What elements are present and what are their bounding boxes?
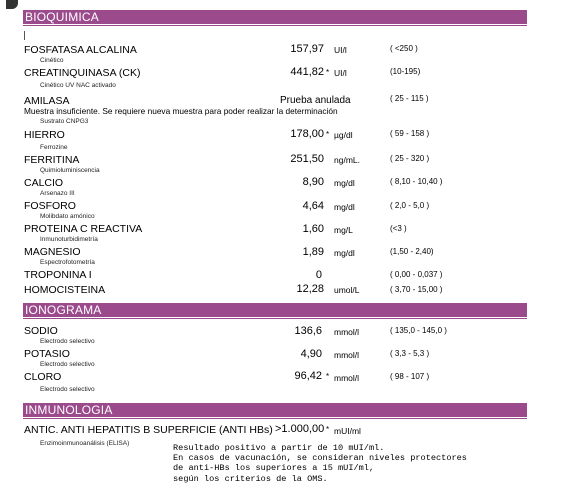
- test-value: 1,60: [302, 223, 324, 235]
- page-corner-mark: [6, 0, 18, 9]
- test-value: 4,64: [302, 200, 324, 212]
- test-value: 12,28: [296, 283, 324, 295]
- test-method: Electrodo selectivo: [40, 361, 95, 368]
- test-range: (<3 ): [390, 224, 407, 233]
- test-range: (10-195): [390, 67, 421, 76]
- text-cursor: [24, 31, 25, 40]
- test-range: ( 135,0 - 145,0 ): [390, 326, 447, 335]
- test-method: Inmunoturbidimetría: [40, 236, 98, 243]
- test-value: 441,82: [290, 66, 324, 78]
- test-value: 96,42: [294, 370, 322, 382]
- test-value: 178,00: [290, 128, 324, 140]
- test-name: ANTIC. ANTI HEPATITIS B SUPERFICIE (ANTI HBs): [24, 424, 273, 436]
- test-range: ( 3,3 - 5,3 ): [390, 349, 430, 358]
- section-header-inmunologia: INMUNOLOGIA: [23, 403, 527, 417]
- test-value: 1,89: [302, 246, 324, 258]
- test-method: Electrodo selectivo: [40, 386, 95, 393]
- test-name: CALCIO: [24, 177, 64, 189]
- test-name: FOSFORO: [24, 200, 76, 212]
- test-unit: µg/dl: [334, 130, 353, 140]
- test-unit: ng/mL.: [334, 155, 360, 165]
- test-name: FOSFATASA ALCALINA: [24, 44, 137, 56]
- test-name: CLORO: [24, 371, 62, 383]
- test-range: ( 25 - 115 ): [390, 94, 429, 103]
- test-name: TROPONINA I: [24, 269, 92, 281]
- test-range: ( 3,70 - 15,00 ): [390, 285, 443, 294]
- test-unit: mmol/l: [334, 327, 360, 337]
- test-range: ( 25 - 320 ): [390, 154, 430, 163]
- test-method: Enzimoinmunoanálisis (ELISA): [40, 440, 130, 447]
- test-unit: mg/dl: [334, 248, 355, 258]
- test-value: 251,50: [290, 153, 324, 165]
- test-range: ( 0,00 - 0,037 ): [390, 270, 443, 279]
- test-range: ( 59 - 158 ): [390, 129, 430, 138]
- test-unit: UI/l: [334, 68, 347, 78]
- test-value: 157,97: [290, 43, 324, 55]
- test-name: CREATINQUINASA (CK): [24, 67, 141, 79]
- test-unit: UI/l: [334, 45, 347, 55]
- test-note: Muestra insuficiente. Se requiere nueva muestra para poder realizar la determinación: [24, 106, 338, 116]
- result-comment: Resultado positivo a partir de 10 mUI/ml. En casos de vacunación, se consideran niveles protectores de anti-HBs los superiores a 15 mUI/ml, según los criterios de la OMS.: [173, 443, 467, 484]
- test-value: >1.000,00: [275, 423, 325, 435]
- section-divider: [23, 318, 527, 319]
- test-range: (1,50 - 2,40): [390, 247, 434, 256]
- section-header-bioquimica: BIOQUIMICA: [23, 10, 527, 24]
- test-method: Electrodo selectivo: [40, 338, 95, 345]
- test-unit: mmol/l: [334, 350, 360, 360]
- abnormal-flag: *: [326, 130, 330, 139]
- test-method: Cinético UV NAC activado: [40, 82, 116, 89]
- test-name: SODIO: [24, 325, 58, 337]
- test-range: ( <250 ): [390, 44, 418, 53]
- test-method: Espectrofotometría: [40, 259, 95, 266]
- section-divider: [23, 25, 527, 26]
- test-name: PROTEINA C REACTIVA: [24, 223, 143, 235]
- test-range: ( 8,10 - 10,40 ): [390, 177, 443, 186]
- test-unit: mg/dl: [334, 202, 355, 212]
- test-range: ( 2,0 - 5,0 ): [390, 201, 430, 210]
- test-method: Arsenazo III: [40, 190, 75, 197]
- test-unit: mUI/ml: [334, 426, 361, 436]
- test-method: Molibdato amónico: [40, 213, 95, 220]
- abnormal-flag: *: [326, 68, 330, 77]
- test-name: AMILASA: [24, 95, 70, 107]
- test-unit: mg/dl: [334, 178, 355, 188]
- test-unit: umol/L: [334, 285, 360, 295]
- test-name: MAGNESIO: [24, 246, 81, 258]
- section-divider: [23, 418, 527, 419]
- test-unit: mmol/l: [334, 373, 360, 383]
- section-header-ionograma: IONOGRAMA: [23, 303, 527, 317]
- test-method: Quimioluminiscencia: [40, 167, 100, 174]
- test-value: Prueba anulada: [280, 95, 351, 106]
- test-value: 4,90: [300, 348, 322, 360]
- test-method: Cinético: [40, 57, 64, 64]
- test-unit: mg/L: [334, 225, 353, 235]
- test-value: 136,6: [294, 325, 322, 337]
- abnormal-flag: *: [326, 372, 330, 381]
- test-method: Sustrato CNPG3: [40, 118, 89, 125]
- test-name: HIERRO: [24, 129, 65, 141]
- abnormal-flag: *: [326, 425, 330, 434]
- test-name: FERRITINA: [24, 154, 80, 166]
- test-value: 0: [315, 269, 322, 281]
- test-range: ( 98 - 107 ): [390, 372, 430, 381]
- test-value: 8,90: [302, 176, 324, 188]
- test-name: HOMOCISTEINA: [24, 284, 106, 296]
- test-name: POTASIO: [24, 348, 70, 360]
- test-method: Ferrozine: [40, 144, 68, 151]
